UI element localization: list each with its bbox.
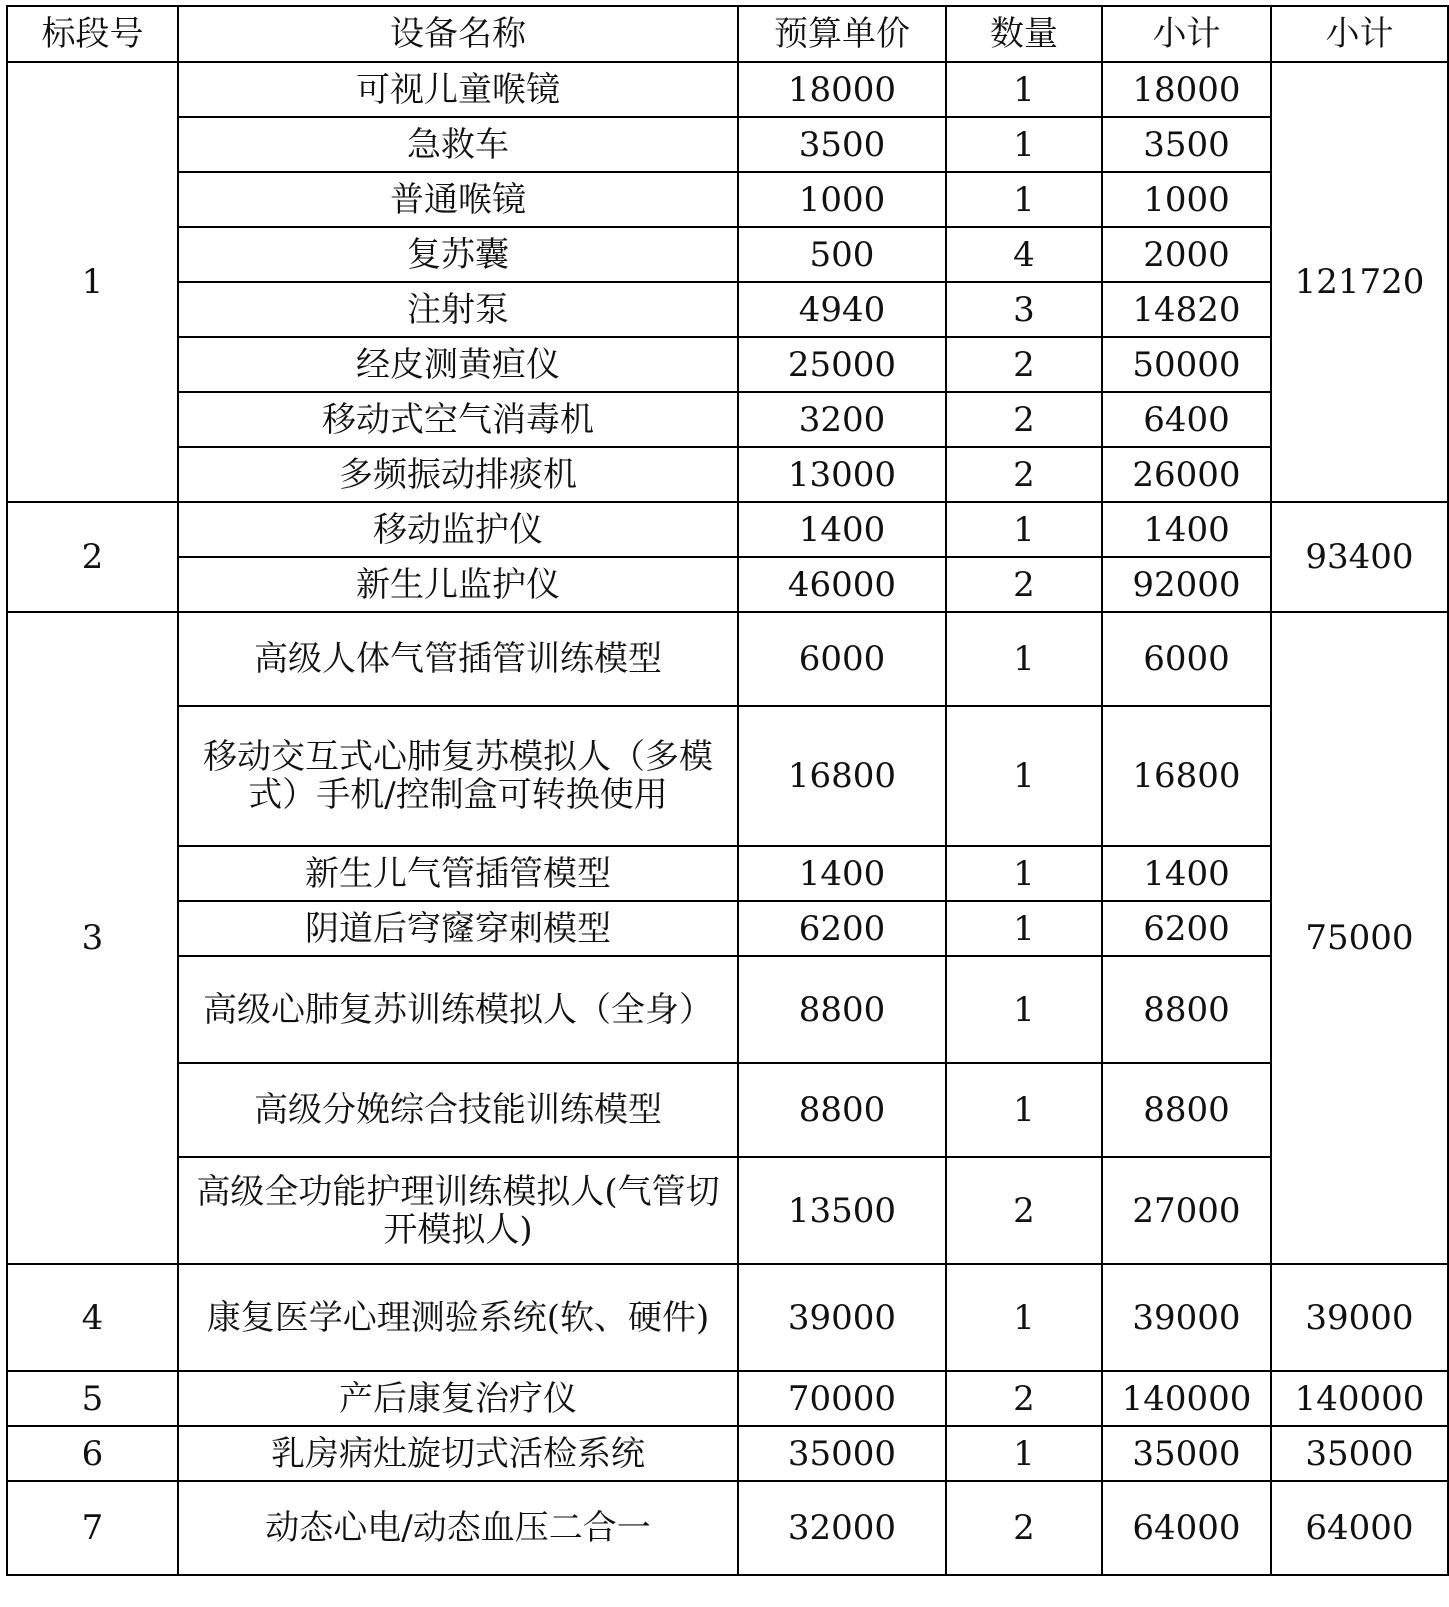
section-number: 1: [7, 62, 178, 502]
equipment-name: 移动式空气消毒机: [178, 392, 738, 447]
equipment-name: 注射泵: [178, 282, 738, 337]
quantity: 1: [946, 502, 1102, 557]
quantity: 2: [946, 447, 1102, 502]
section-total: 39000: [1271, 1264, 1448, 1371]
table-row: [7, 1264, 1448, 1371]
section-number: 5: [7, 1371, 178, 1426]
section-total: 121720: [1271, 62, 1448, 502]
unit-price: 13500: [738, 1157, 946, 1264]
equipment-name: 高级全功能护理训练模拟人(气管切开模拟人): [178, 1157, 738, 1264]
equipment-name: 复苏囊: [178, 227, 738, 282]
quantity: 1: [946, 901, 1102, 956]
equipment-name: 经皮测黄疸仪: [178, 337, 738, 392]
unit-price: 16800: [738, 706, 946, 846]
section-total: 93400: [1271, 502, 1448, 612]
subtotal: 64000: [1102, 1481, 1271, 1575]
subtotal: 1400: [1102, 502, 1271, 557]
equipment-name: 乳房病灶旋切式活检系统: [178, 1426, 738, 1481]
quantity: 2: [946, 392, 1102, 447]
table-row: [7, 956, 1448, 1063]
quantity: 1: [946, 706, 1102, 846]
equipment-name: 康复医学心理测验系统(软、硬件): [178, 1264, 738, 1371]
unit-price: 13000: [738, 447, 946, 502]
unit-price: 18000: [738, 62, 946, 117]
quantity: 2: [946, 1157, 1102, 1264]
table-row: [7, 1157, 1448, 1264]
equipment-name: 高级分娩综合技能训练模型: [178, 1063, 738, 1157]
section-total: 140000: [1271, 1371, 1448, 1426]
equipment-name: 高级心肺复苏训练模拟人（全身）: [178, 956, 738, 1063]
equipment-name: 多频振动排痰机: [178, 447, 738, 502]
table-row: [7, 1481, 1448, 1575]
equipment-name: 普通喉镜: [178, 172, 738, 227]
table-row: [7, 1063, 1448, 1157]
unit-price: 3200: [738, 392, 946, 447]
header-subtotal: 小计: [1102, 6, 1271, 62]
subtotal: 39000: [1102, 1264, 1271, 1371]
section-total: 35000: [1271, 1426, 1448, 1481]
quantity: 1: [946, 62, 1102, 117]
unit-price: 8800: [738, 1063, 946, 1157]
section-number: 3: [7, 612, 178, 1264]
subtotal: 14820: [1102, 282, 1271, 337]
section-total: 75000: [1271, 612, 1448, 1264]
table-row: [7, 1371, 1448, 1426]
quantity: 1: [946, 846, 1102, 901]
header-section: 标段号: [7, 6, 178, 62]
subtotal: 92000: [1102, 557, 1271, 612]
table-row: [7, 62, 1448, 117]
equipment-name: 高级人体气管插管训练模型: [178, 612, 738, 706]
table-row: [7, 172, 1448, 227]
section-number: 6: [7, 1426, 178, 1481]
section-number: 7: [7, 1481, 178, 1575]
table-row: [7, 282, 1448, 337]
equipment-name: 产后康复治疗仪: [178, 1371, 738, 1426]
unit-price: 6000: [738, 612, 946, 706]
table-row: [7, 706, 1448, 846]
subtotal: 8800: [1102, 956, 1271, 1063]
unit-price: 8800: [738, 956, 946, 1063]
subtotal: 140000: [1102, 1371, 1271, 1426]
subtotal: 1400: [1102, 846, 1271, 901]
equipment-name: 移动交互式心肺复苏模拟人（多模式）手机/控制盒可转换使用: [178, 706, 738, 846]
quantity: 1: [946, 1426, 1102, 1481]
quantity: 1: [946, 956, 1102, 1063]
subtotal: 27000: [1102, 1157, 1271, 1264]
quantity: 2: [946, 557, 1102, 612]
section-total: 64000: [1271, 1481, 1448, 1575]
unit-price: 1400: [738, 846, 946, 901]
table-row: [7, 117, 1448, 172]
table-row: [7, 901, 1448, 956]
table-row: [7, 612, 1448, 706]
subtotal: 50000: [1102, 337, 1271, 392]
quantity: 1: [946, 117, 1102, 172]
subtotal: 18000: [1102, 62, 1271, 117]
header-name: 设备名称: [178, 6, 738, 62]
table-row: [7, 392, 1448, 447]
equipment-name: 急救车: [178, 117, 738, 172]
subtotal: 35000: [1102, 1426, 1271, 1481]
table-row: [7, 557, 1448, 612]
section-number: 4: [7, 1264, 178, 1371]
equipment-name: 移动监护仪: [178, 502, 738, 557]
equipment-name: 阴道后穹窿穿刺模型: [178, 901, 738, 956]
subtotal: 6000: [1102, 612, 1271, 706]
subtotal: 6400: [1102, 392, 1271, 447]
subtotal: 3500: [1102, 117, 1271, 172]
quantity: 2: [946, 337, 1102, 392]
quantity: 2: [946, 1371, 1102, 1426]
quantity: 1: [946, 1063, 1102, 1157]
unit-price: 70000: [738, 1371, 946, 1426]
section-number: 2: [7, 502, 178, 612]
unit-price: 35000: [738, 1426, 946, 1481]
table-row: [7, 337, 1448, 392]
subtotal: 2000: [1102, 227, 1271, 282]
equipment-name: 新生儿监护仪: [178, 557, 738, 612]
table-row: [7, 846, 1448, 901]
unit-price: 46000: [738, 557, 946, 612]
unit-price: 32000: [738, 1481, 946, 1575]
table-row: [7, 227, 1448, 282]
quantity: 1: [946, 172, 1102, 227]
unit-price: 1400: [738, 502, 946, 557]
unit-price: 39000: [738, 1264, 946, 1371]
unit-price: 500: [738, 227, 946, 282]
subtotal: 1000: [1102, 172, 1271, 227]
unit-price: 4940: [738, 282, 946, 337]
table-row: [7, 447, 1448, 502]
equipment-name: 动态心电/动态血压二合一: [178, 1481, 738, 1575]
quantity: 4: [946, 227, 1102, 282]
subtotal: 26000: [1102, 447, 1271, 502]
quantity: 1: [946, 1264, 1102, 1371]
header-row: [7, 6, 1448, 62]
unit-price: 25000: [738, 337, 946, 392]
header-qty: 数量: [946, 6, 1102, 62]
unit-price: 6200: [738, 901, 946, 956]
quantity: 3: [946, 282, 1102, 337]
table-row: [7, 1426, 1448, 1481]
quantity: 2: [946, 1481, 1102, 1575]
header-price: 预算单价: [738, 6, 946, 62]
subtotal: 16800: [1102, 706, 1271, 846]
unit-price: 1000: [738, 172, 946, 227]
quantity: 1: [946, 612, 1102, 706]
table-row: [7, 502, 1448, 557]
header-total: 小计: [1271, 6, 1448, 62]
subtotal: 6200: [1102, 901, 1271, 956]
equipment-budget-table: [6, 5, 1449, 1576]
equipment-name: 新生儿气管插管模型: [178, 846, 738, 901]
unit-price: 3500: [738, 117, 946, 172]
subtotal: 8800: [1102, 1063, 1271, 1157]
equipment-name: 可视儿童喉镜: [178, 62, 738, 117]
